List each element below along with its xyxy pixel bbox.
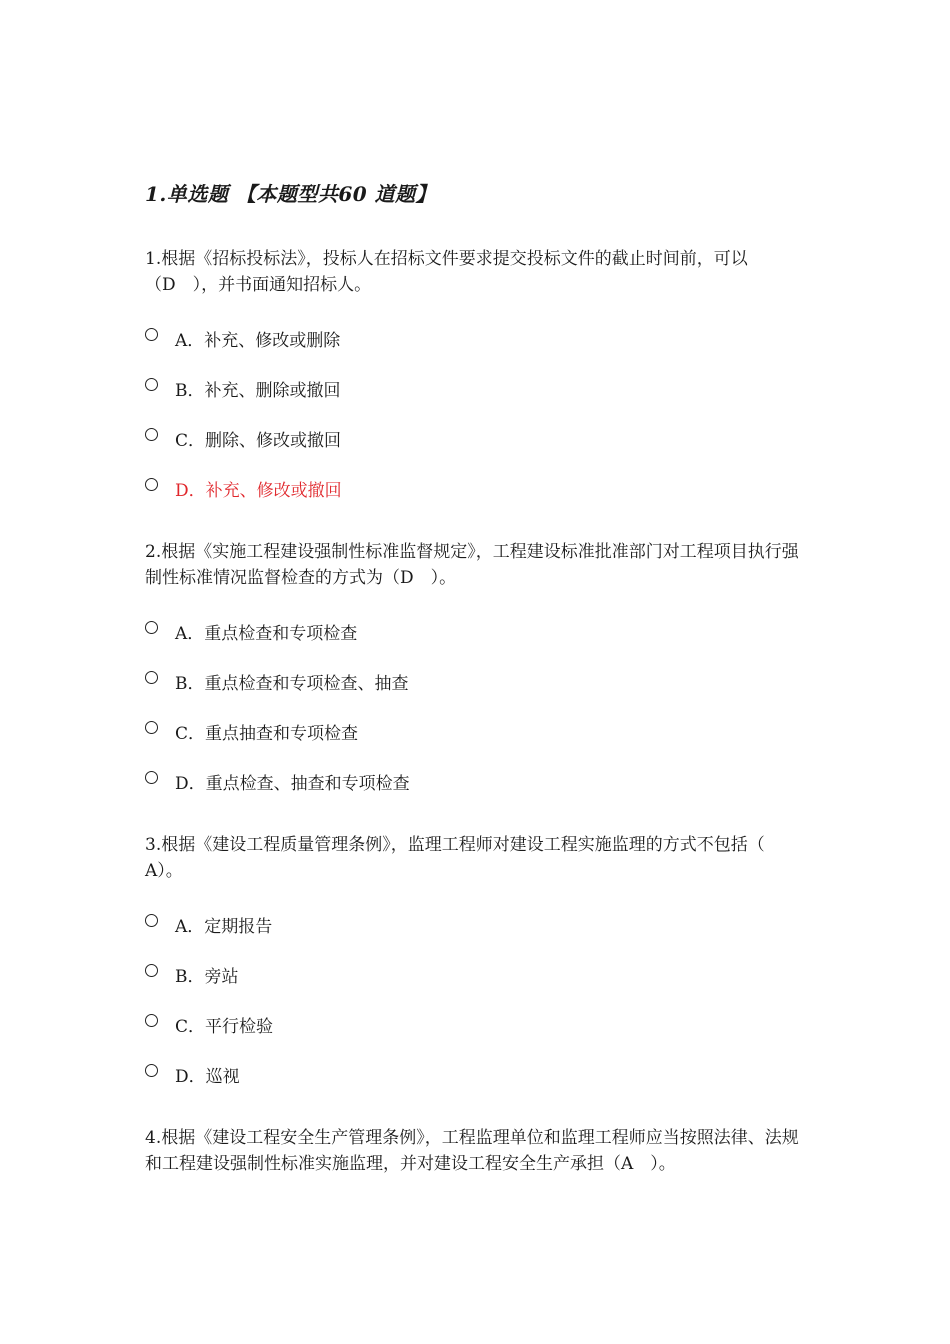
option-list — [145, 621, 815, 821]
option-a[interactable] — [145, 328, 815, 378]
option-c[interactable] — [145, 1014, 815, 1064]
question-stem: 1.根据《招标投标法》，投标人在招标文件要求提交投标文件的截止时间前，可以（D ），并书面通知招标人。 — [145, 249, 748, 295]
option-a[interactable] — [145, 621, 815, 671]
option-label: B．补充、删除或撤回 — [175, 381, 341, 401]
radio-icon[interactable] — [145, 721, 158, 734]
question-2 — [145, 539, 815, 821]
option-list — [145, 328, 815, 528]
option-label: C．平行检验 — [175, 1017, 274, 1037]
radio-icon[interactable] — [145, 914, 158, 927]
option-label: D．巡视 — [175, 1067, 240, 1087]
option-c[interactable] — [145, 721, 815, 771]
option-c[interactable] — [145, 428, 815, 478]
question-1 — [145, 246, 815, 528]
radio-icon[interactable] — [145, 1064, 158, 1077]
radio-icon[interactable] — [145, 964, 158, 977]
radio-icon[interactable] — [145, 621, 158, 634]
question-3 — [145, 832, 815, 1114]
option-label: D．补充、修改或撤回 — [175, 481, 342, 501]
question-stem: 3.根据《建设工程质量管理条例》，监理工程师对建设工程实施监理的方式不包括（ A）。 — [145, 835, 782, 881]
option-b[interactable] — [145, 671, 815, 721]
question-stem: 4.根据《建设工程安全生产管理条例》，工程监理单位和监理工程师应当按照法律、法规和工程建设强制性标准实施监理，并对建设工程安全生产承担（A ）。 — [145, 1128, 799, 1174]
option-label: C．删除、修改或撤回 — [175, 431, 342, 451]
option-d[interactable] — [145, 771, 815, 821]
question-stem: 2.根据《实施工程建设强制性标准监督规定》，工程建设标准批准部门对工程项目执行强制性标准情况监督检查的方式为（D ）。 — [145, 542, 799, 588]
option-b[interactable] — [145, 378, 815, 428]
radio-icon[interactable] — [145, 478, 158, 491]
option-list — [145, 914, 815, 1114]
option-label: B．旁站 — [175, 967, 239, 987]
option-label: A．补充、修改或删除 — [175, 331, 341, 351]
question-4 — [145, 1125, 815, 1177]
radio-icon[interactable] — [145, 328, 158, 341]
option-label: C．重点抽查和专项检查 — [175, 724, 359, 744]
option-a[interactable] — [145, 914, 815, 964]
option-label: A．重点检查和专项检查 — [175, 624, 358, 644]
option-d[interactable] — [145, 478, 815, 528]
option-label: D．重点检查、抽查和专项检查 — [175, 774, 410, 794]
section-title: 1.单选题 【本题型共60 道题】 — [145, 182, 437, 206]
radio-icon[interactable] — [145, 771, 158, 784]
option-d[interactable] — [145, 1064, 815, 1114]
option-b[interactable] — [145, 964, 815, 1014]
radio-icon[interactable] — [145, 378, 158, 391]
option-label: A．定期报告 — [175, 917, 273, 937]
option-label: B．重点检查和专项检查、抽查 — [175, 674, 409, 694]
radio-icon[interactable] — [145, 671, 158, 684]
radio-icon[interactable] — [145, 428, 158, 441]
radio-icon[interactable] — [145, 1014, 158, 1027]
